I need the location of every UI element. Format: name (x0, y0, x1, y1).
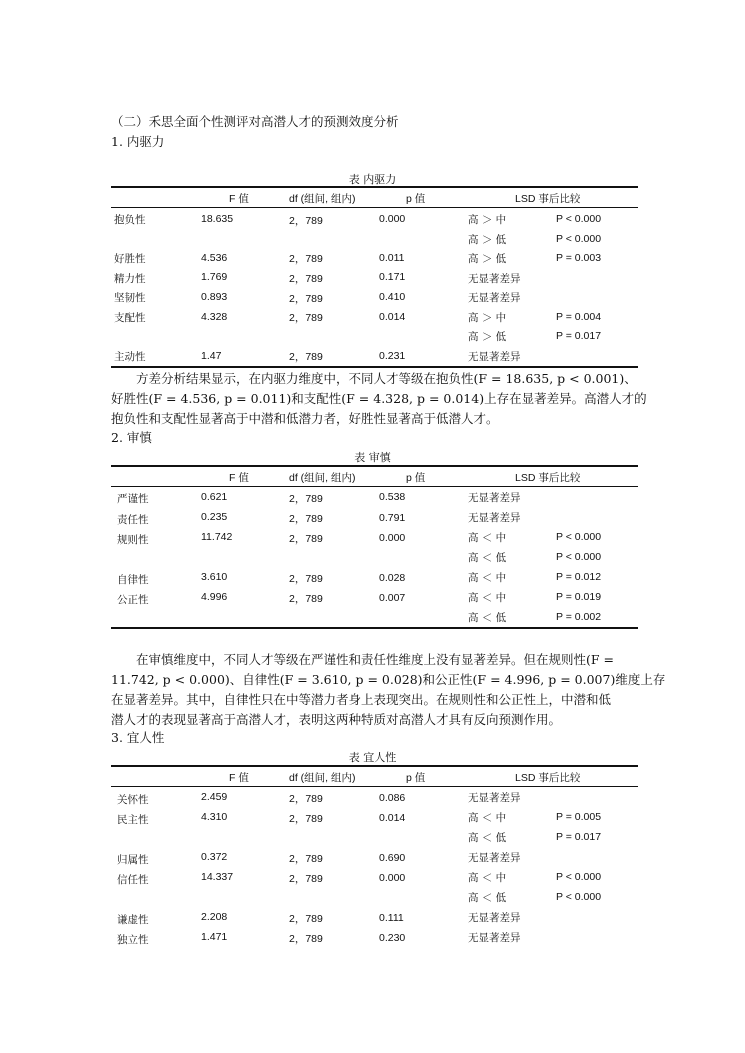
table-top-rule (111, 765, 638, 767)
lsd-comparison: 无显著差异 (468, 852, 521, 864)
row-p-value: 0.000 (379, 213, 406, 225)
lsd-comparison: 高 ＜ 低 (468, 612, 507, 624)
row-f-value: 4.310 (201, 811, 228, 823)
row-name: 抱负性 (114, 214, 146, 226)
row-p-value: 0.791 (379, 512, 406, 524)
lsd-p-value: P = 0.004 (556, 311, 602, 323)
lsd-comparison: 高 ＜ 中 (468, 532, 507, 544)
row-name: 谦虚性 (117, 914, 149, 926)
analysis-paragraph-drive (111, 369, 647, 429)
col-header-f: F 值 (229, 193, 249, 205)
paragraph-line: 在审慎维度中，不同人才等级在严谨性和责任性维度上没有显著差异。但在规则性(F = (136, 652, 614, 667)
row-df-value: 2，789 (289, 573, 323, 585)
lsd-p-value: P = 0.017 (556, 330, 602, 342)
col-header-lsd: LSD 事后比较 (515, 193, 581, 205)
row-p-value: 0.538 (379, 491, 406, 503)
lsd-comparison: 无显著差异 (468, 932, 521, 944)
lsd-p-value: P = 0.005 (556, 811, 602, 823)
row-p-value: 0.028 (379, 572, 406, 584)
lsd-p-value: P < 0.000 (556, 531, 602, 543)
row-p-value: 0.410 (379, 291, 406, 303)
lsd-comparison: 高 ＞ 低 (468, 331, 507, 343)
row-name: 严谨性 (117, 493, 149, 505)
lsd-p-value: P = 0.017 (556, 831, 602, 843)
paragraph-line: 抱负性和支配性显著高于中潜和低潜力者，好胜性显著高于低潜人才。 (111, 411, 499, 426)
row-df-value: 2，789 (289, 793, 323, 805)
lsd-comparison: 高 ＜ 中 (468, 812, 507, 824)
row-df-value: 2，789 (289, 253, 323, 265)
lsd-comparison: 高 ＞ 中 (468, 214, 507, 226)
lsd-comparison: 高 ＜ 中 (468, 592, 507, 604)
row-df-value: 2，789 (289, 493, 323, 505)
col-header-f: F 值 (229, 472, 249, 484)
row-df-value: 2，789 (289, 933, 323, 945)
row-df-value: 2，789 (289, 593, 323, 605)
col-header-f: F 值 (229, 772, 249, 784)
row-df-value: 2，789 (289, 293, 323, 305)
col-header-df: df (组间, 组内) (289, 193, 356, 205)
lsd-comparison: 高 ＞ 中 (468, 312, 507, 324)
subheading-drive: 1. 内驱力 (111, 134, 165, 149)
col-header-lsd: LSD 事后比较 (515, 472, 581, 484)
row-df-value: 2，789 (289, 215, 323, 227)
row-df-value: 2，789 (289, 873, 323, 885)
lsd-p-value: P < 0.000 (556, 551, 602, 563)
lsd-p-value: P < 0.000 (556, 233, 602, 245)
row-f-value: 0.621 (201, 491, 228, 503)
lsd-p-value: P = 0.012 (556, 571, 602, 583)
row-name: 民主性 (117, 814, 149, 826)
row-name: 支配性 (114, 312, 146, 324)
lsd-comparison: 无显著差异 (468, 273, 521, 285)
row-p-value: 0.011 (379, 252, 405, 264)
paragraph-line: 在显著差异。其中，自律性只在中等潜力者身上表现突出。在规则性和公正性上，中潜和低 (111, 692, 612, 707)
row-f-value: 2.459 (201, 791, 228, 803)
paragraph-line: 方差分析结果显示，在内驱力维度中，不同人才等级在抱负性(F = 18.635, p < 0.001)、 (136, 371, 637, 386)
row-f-value: 0.893 (201, 291, 228, 303)
row-p-value: 0.111 (379, 912, 404, 924)
row-p-value: 0.014 (379, 812, 406, 824)
row-p-value: 0.171 (379, 271, 406, 283)
row-p-value: 0.690 (379, 852, 406, 864)
row-f-value: 11.742 (201, 531, 233, 543)
lsd-p-value: P < 0.000 (556, 871, 602, 883)
row-p-value: 0.231 (379, 350, 406, 362)
row-df-value: 2，789 (289, 273, 323, 285)
row-f-value: 1.471 (201, 931, 228, 943)
lsd-p-value: P < 0.000 (556, 213, 602, 225)
lsd-comparison: 高 ＞ 低 (468, 234, 507, 246)
row-p-value: 0.014 (379, 311, 406, 323)
table-caption-drive: 表 内驱力 (348, 173, 397, 186)
subheading-prudence: 2. 审慎 (111, 430, 152, 445)
col-header-p: p 值 (406, 472, 426, 484)
lsd-p-value: P < 0.000 (556, 891, 602, 903)
row-name: 关怀性 (117, 794, 149, 806)
lsd-comparison: 无显著差异 (468, 292, 521, 304)
row-f-value: 18.635 (201, 213, 234, 225)
row-f-value: 4.328 (201, 311, 228, 323)
table-header-rule (111, 786, 638, 787)
row-f-value: 4.536 (201, 252, 228, 264)
row-p-value: 0.007 (379, 592, 406, 604)
row-name: 公正性 (117, 594, 149, 606)
table-caption-agreeableness: 表 宜人性 (348, 751, 397, 764)
row-name: 归属性 (117, 854, 149, 866)
lsd-comparison: 高 ＜ 低 (468, 892, 507, 904)
row-df-value: 2，789 (289, 351, 323, 363)
row-f-value: 0.372 (201, 851, 228, 863)
row-f-value: 4.996 (201, 591, 228, 603)
analysis-paragraph-prudence (111, 650, 666, 730)
row-f-value: 14.337 (201, 871, 234, 883)
row-name: 责任性 (117, 514, 149, 526)
lsd-comparison: 高 ＞ 低 (468, 253, 507, 265)
lsd-comparison: 高 ＜ 中 (468, 872, 507, 884)
row-name: 信任性 (117, 874, 149, 886)
lsd-comparison: 高 ＜ 低 (468, 832, 507, 844)
row-p-value: 0.086 (379, 792, 406, 804)
col-header-p: p 值 (406, 772, 426, 784)
table-header-rule (111, 486, 638, 487)
row-f-value: 3.610 (201, 571, 228, 583)
lsd-comparison: 无显著差异 (468, 351, 521, 363)
lsd-comparison: 无显著差异 (468, 792, 521, 804)
row-f-value: 2.208 (201, 911, 228, 923)
row-df-value: 2，789 (289, 913, 323, 925)
paragraph-line: 11.742, p < 0.000)、自律性(F = 3.610, p = 0.028)和公正性(F = 4.996, p = 0.007)维度上存 (111, 672, 666, 687)
lsd-p-value: P = 0.002 (556, 611, 602, 623)
table-caption-prudence: 表 审慎 (354, 451, 391, 464)
row-p-value: 0.230 (379, 932, 406, 944)
lsd-comparison: 无显著差异 (468, 492, 521, 504)
row-df-value: 2，789 (289, 813, 323, 825)
row-name: 坚韧性 (114, 292, 146, 304)
lsd-comparison: 无显著差异 (468, 912, 521, 924)
row-p-value: 0.000 (379, 532, 406, 544)
table-bottom-rule (111, 627, 638, 629)
row-p-value: 0.000 (379, 872, 406, 884)
row-f-value: 0.235 (201, 511, 228, 523)
row-name: 独立性 (117, 934, 149, 946)
row-df-value: 2，789 (289, 533, 323, 545)
row-df-value: 2，789 (289, 312, 323, 324)
lsd-comparison: 高 ＜ 中 (468, 572, 507, 584)
col-header-lsd: LSD 事后比较 (515, 772, 581, 784)
row-name: 主动性 (114, 351, 146, 363)
row-f-value: 1.47 (201, 350, 222, 362)
lsd-p-value: P = 0.019 (556, 591, 602, 603)
paragraph-line: 好胜性(F = 4.536, p = 0.011)和支配性(F = 4.328, p = 0.014)上存在显著差异。高潜人才的 (111, 391, 647, 406)
row-name: 自律性 (117, 574, 149, 586)
row-df-value: 2，789 (289, 513, 323, 525)
col-header-df: df (组间, 组内) (289, 472, 356, 484)
section-title: （二）禾思全面个性测评对高潜人才的预测效度分析 (111, 114, 399, 129)
row-df-value: 2，789 (289, 853, 323, 865)
subheading-agreeableness: 3. 宜人性 (111, 730, 165, 745)
col-header-p: p 值 (406, 193, 426, 205)
lsd-comparison: 高 ＜ 低 (468, 552, 507, 564)
row-f-value: 1.769 (201, 271, 228, 283)
paragraph-line: 潜人才的表现显著高于高潜人才，表明这两种特质对高潜人才具有反向预测作用。 (111, 712, 562, 727)
row-name: 规则性 (117, 534, 149, 546)
row-name: 好胜性 (114, 253, 146, 265)
table-top-rule (111, 465, 638, 467)
table-top-rule (111, 186, 638, 188)
table-header-rule (111, 207, 638, 208)
lsd-comparison: 无显著差异 (468, 512, 521, 524)
col-header-df: df (组间, 组内) (289, 772, 356, 784)
lsd-p-value: P = 0.003 (556, 252, 602, 264)
row-name: 精力性 (114, 273, 146, 285)
table-bottom-rule (111, 366, 638, 368)
